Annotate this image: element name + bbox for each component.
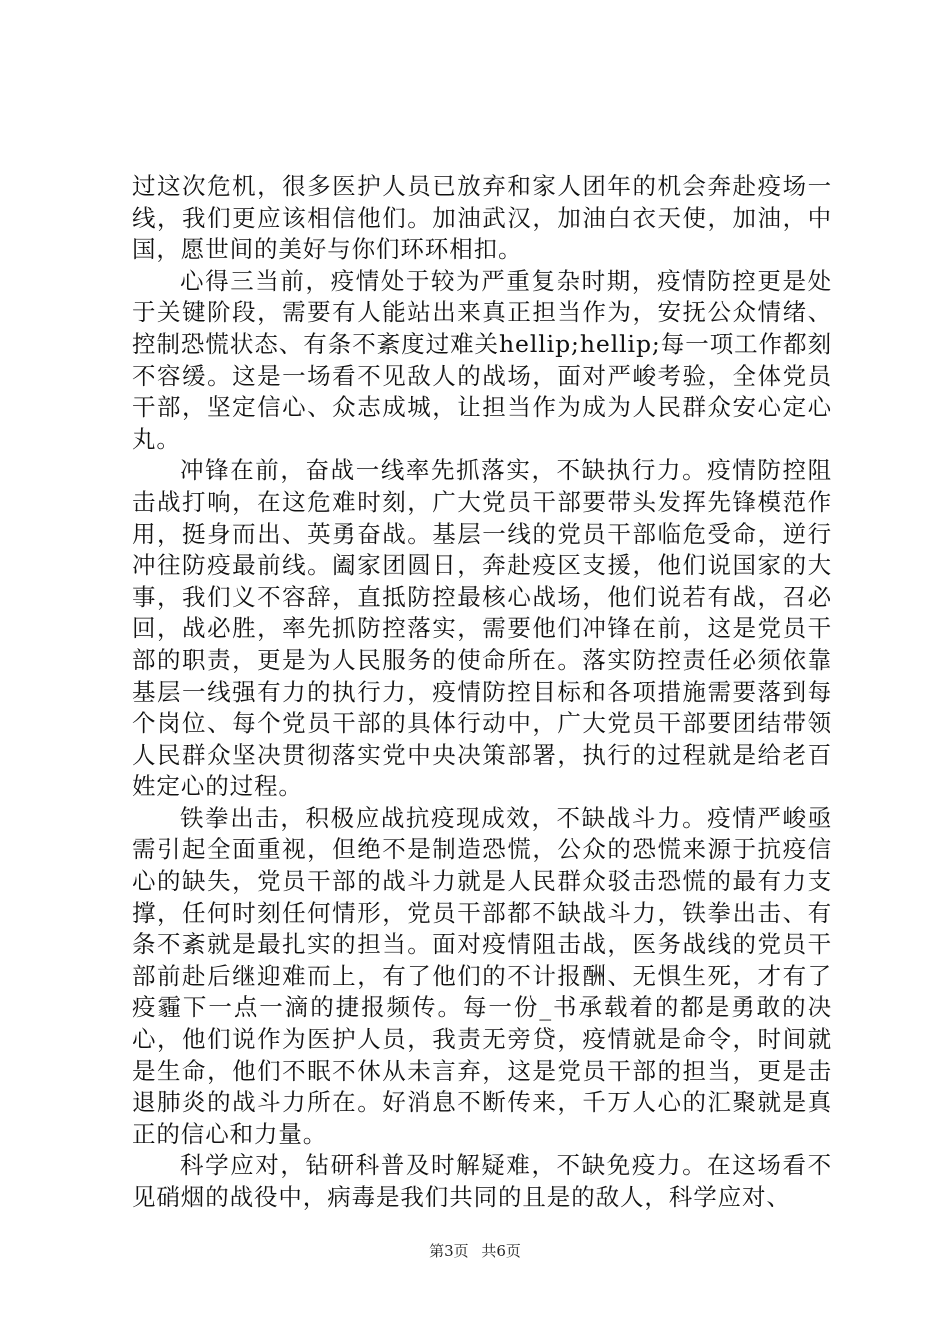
- page-footer: [0, 1241, 950, 1261]
- paragraph-1: 过这次危机，很多医护人员已放弃和家人团年的机会奔赴疫场一线，我们更应该相信他们。加油武汉，加油白衣天使，加油，中国，愿世间的美好与你们环环相扣。: [132, 172, 832, 264]
- paragraph-5: 科学应对，钻研科普及时解疑难，不缺免疫力。在这场看不见硝烟的战役中，病毒是我们共同的且是的敌人，科学应对、: [132, 1151, 832, 1211]
- paragraph-2: 心得三当前，疫情处于较为严重复杂时期，疫情防控更是处于关键阶段，需要有人能站出来真正担当作为，安抚公众情绪、控制恐慌状态、有条不紊度过难关hellip;hellip;每一项工作都刻不容缓。这是一场看不见敌人的战场，面对严峻考验，全体党员干部，坚定信心、众志成城，让担当作为成为人民群众安心定心丸。: [132, 266, 832, 453]
- page-number: 第3页: [429, 1242, 469, 1260]
- paragraph-4: 铁拳出击，积极应战抗疫现成效，不缺战斗力。疫情严峻亟需引起全面重视，但绝不是制造恐慌，公众的恐慌来源于抗疫信心的缺失，党员干部的战斗力就是人民群众驳击恐慌的最有力支撑，任何时刻任何情形，党员干部都不缺战斗力，铁拳出击、有条不紊就是最扎实的担当。面对疫情阻击战，医务战线的党员干部前赴后继迎难而上，有了他们的不计报酬、无惧生死，才有了疫霾下一点一滴的捷报频传。每一份_书承载着的都是勇敢的决心，他们说作为医护人员，我责无旁贷，疫情就是命令，时间就是生命，他们不眠不休从未言弃，这是党员干部的担当，更是击退肺炎的战斗力所在。好消息不断传来，千万人心的汇聚就是真正的信心和力量。: [132, 803, 832, 1148]
- page-total: 共6页: [481, 1242, 521, 1260]
- paragraph-3: 冲锋在前，奋战一线率先抓落实，不缺执行力。疫情防控阻击战打响，在这危难时刻，广大党员干部要带头发挥先锋模范作用，挺身而出、英勇奋战。基层一线的党员干部临危受命，逆行冲往防疫最前线。阖家团圆日，奔赴疫区支援，他们说国家的大事，我们义不容辞，直抵防控最核心战场，他们说若有战，召必回，战必胜，率先抓防控落实，需要他们冲锋在前，这是党员干部的职责，更是为人民服务的使命所在。落实防控责任必须依靠基层一线强有力的执行力，疫情防控目标和各项措施需要落到每个岗位、每个党员干部的具体行动中，广大党员干部要团结带领人民群众坚决贯彻落实党中央决策部署，执行的过程就是给老百姓定心的过程。: [132, 456, 832, 801]
- body-text: [132, 171, 832, 1214]
